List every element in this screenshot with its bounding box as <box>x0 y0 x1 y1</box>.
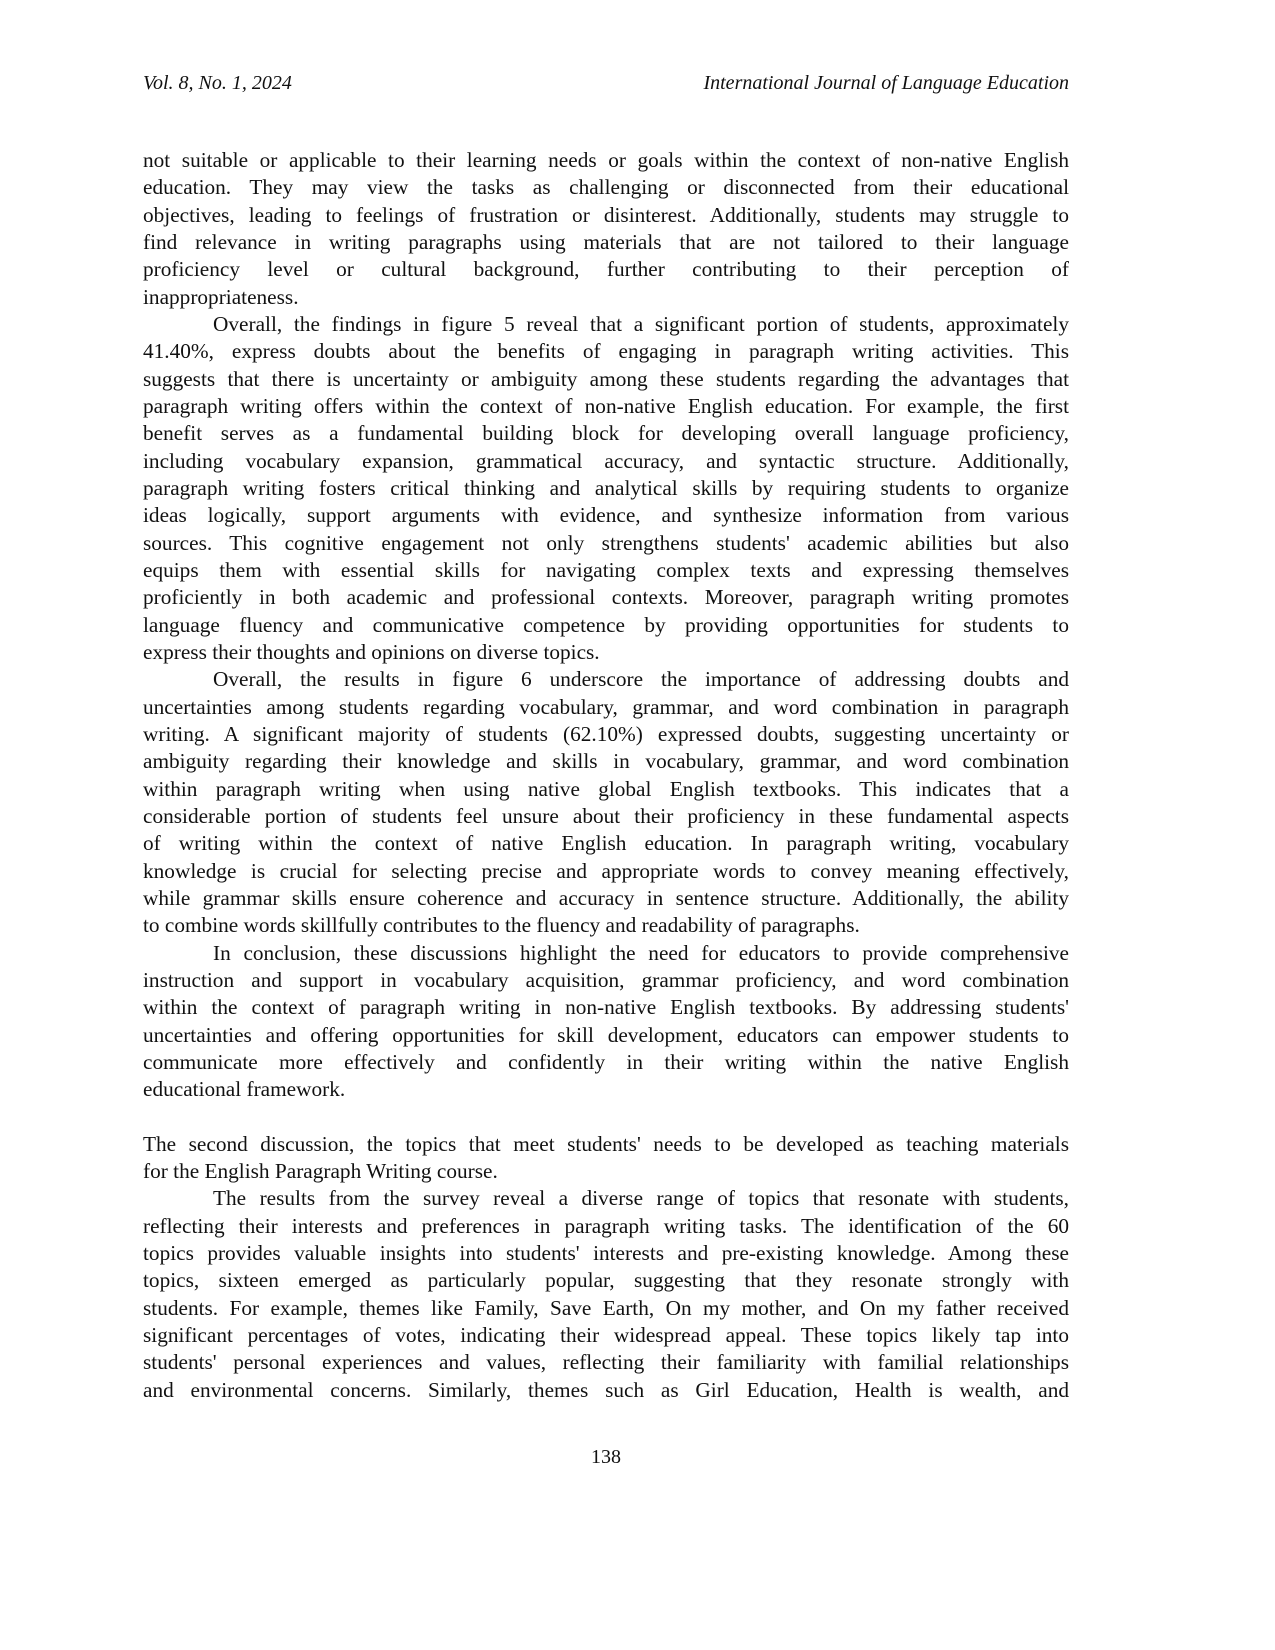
article-body <box>143 147 1069 1404</box>
text-line: benefit serves as a fundamental building block for developing overall language proficiency, <box>143 421 1069 446</box>
text-line: communicate more effectively and confidently in their writing within the native English <box>143 1049 1069 1074</box>
text-line: knowledge is crucial for selecting precise and appropriate words to convey meaning effectively, <box>143 858 1069 883</box>
text-line: sources. This cognitive engagement not only strengthens students' academic abilities but also <box>143 530 1069 555</box>
text-line: topics provides valuable insights into students' interests and pre-existing knowledge. Among these <box>143 1241 1069 1266</box>
text-line: suggests that there is uncertainty or ambiguity among these students regarding the advantages that <box>143 366 1069 391</box>
running-header-journal: International Journal of Language Education <box>703 72 1069 94</box>
text-line: ideas logically, support arguments with evidence, and synthesize information from various <box>143 503 1069 528</box>
text-line: educational framework. <box>143 1077 346 1102</box>
text-line: not suitable or applicable to their learning needs or goals within the context of non-native English <box>143 148 1069 172</box>
text-line: while grammar skills ensure coherence and accuracy in sentence structure. Additionally, the ability <box>143 885 1069 910</box>
text-line: reflecting their interests and preferences in paragraph writing tasks. The identification of the 60 <box>143 1213 1069 1238</box>
paragraph <box>143 940 1069 1104</box>
text-line: find relevance in writing paragraphs using materials that are not tailored to their language <box>143 229 1069 254</box>
text-line: The second discussion, the topics that meet students' needs to be developed as teaching materials <box>143 1131 1069 1156</box>
text-line: including vocabulary expansion, grammatical accuracy, and syntactic structure. Additionally, <box>143 448 1069 473</box>
text-line: Overall, the results in figure 6 underscore the importance of addressing doubts and <box>213 667 1069 692</box>
text-line: uncertainties and offering opportunities for skill development, educators can empower students to <box>143 1022 1069 1047</box>
paragraph-gap <box>143 1103 1069 1130</box>
text-line: significant percentages of votes, indicating their widespread appeal. These topics likely tap into <box>143 1323 1069 1348</box>
text-line: writing. A significant majority of students (62.10%) expressed doubts, suggesting uncertainty or <box>143 721 1069 746</box>
text-line: students' personal experiences and values, reflecting their familiarity with familial relationships <box>143 1350 1069 1375</box>
text-line: 41.40%, express doubts about the benefits of engaging in paragraph writing activities. This <box>143 339 1069 364</box>
text-line: proficiently in both academic and professional contexts. Moreover, paragraph writing promotes <box>143 585 1069 610</box>
text-line: The results from the survey reveal a diverse range of topics that resonate with students, <box>213 1186 1069 1211</box>
text-line: students. For example, themes like Family, Save Earth, On my mother, and On my father received <box>143 1295 1069 1320</box>
text-line: paragraph writing offers within the context of non-native English education. For example, the first <box>143 393 1069 418</box>
text-line: In conclusion, these discussions highlight the need for educators to provide comprehensive <box>213 940 1069 965</box>
text-line: instruction and support in vocabulary acquisition, grammar proficiency, and word combination <box>143 967 1069 992</box>
text-line: and environmental concerns. Similarly, themes such as Girl Education, Health is wealth, and <box>143 1377 1069 1402</box>
text-line: language fluency and communicative competence by providing opportunities for students to <box>143 612 1069 637</box>
text-line: inappropriateness. <box>143 284 299 309</box>
text-line: topics, sixteen emerged as particularly popular, suggesting that they resonate strongly with <box>143 1268 1069 1293</box>
paragraph <box>143 311 1069 666</box>
paragraph <box>143 1185 1069 1404</box>
text-line: within paragraph writing when using native global English textbooks. This indicates that a <box>143 776 1069 801</box>
text-line: express their thoughts and opinions on diverse topics. <box>143 639 600 664</box>
text-line: considerable portion of students feel unsure about their proficiency in these fundamental aspects <box>143 803 1069 828</box>
text-line: equips them with essential skills for navigating complex texts and expressing themselves <box>143 557 1069 582</box>
text-line: paragraph writing fosters critical thinking and analytical skills by requiring students to organize <box>143 475 1069 500</box>
text-line: ambiguity regarding their knowledge and skills in vocabulary, grammar, and word combination <box>143 749 1069 774</box>
text-line: uncertainties among students regarding vocabulary, grammar, and word combination in paragraph <box>143 694 1069 719</box>
text-line: within the context of paragraph writing in non-native English textbooks. By addressing students' <box>143 995 1069 1020</box>
text-line: objectives, leading to feelings of frustration or disinterest. Additionally, students may struggle to <box>143 202 1069 227</box>
page-number: 138 <box>591 1446 621 1468</box>
text-line: for the English Paragraph Writing course. <box>143 1159 498 1184</box>
text-line: Overall, the findings in figure 5 reveal that a significant portion of students, approximately <box>213 311 1069 336</box>
paragraph <box>143 666 1069 939</box>
paragraph <box>143 147 1069 311</box>
text-line: of writing within the context of native English education. In paragraph writing, vocabulary <box>143 831 1069 856</box>
running-header-volume: Vol. 8, No. 1, 2024 <box>143 72 292 94</box>
text-line: to combine words skillfully contributes to the fluency and readability of paragraphs. <box>143 913 860 938</box>
paragraph <box>143 1131 1069 1186</box>
text-line: proficiency level or cultural background, further contributing to their perception of <box>143 257 1069 282</box>
text-line: education. They may view the tasks as challenging or disconnected from their educational <box>143 175 1069 200</box>
